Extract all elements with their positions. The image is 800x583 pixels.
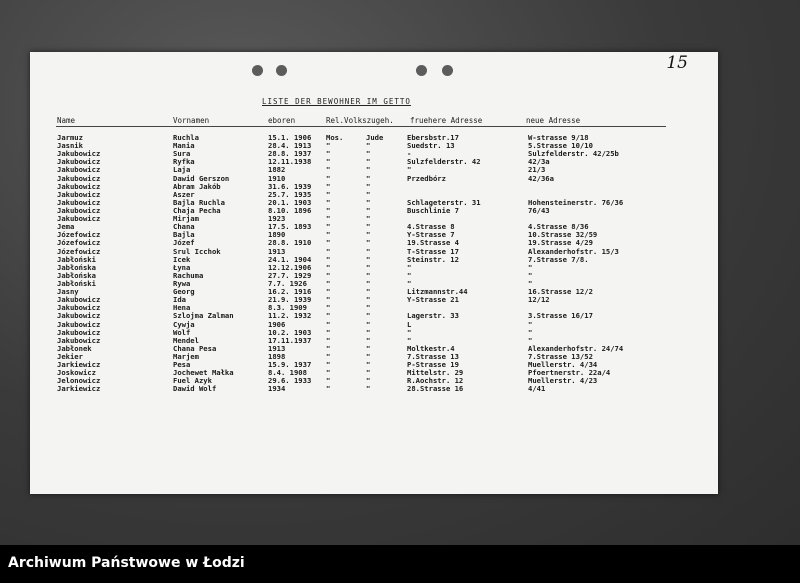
cell-name: Jabłoński [57,254,96,264]
cell-nationality: " [366,311,371,321]
cell-name: Jabłoński [57,278,96,288]
cell-new-address: 4/41 [528,384,546,394]
cell-nationality: " [366,157,371,167]
table-row [30,175,718,183]
cell-religion: " [326,360,331,370]
cell-born: 17.11.1937 [268,335,312,345]
cell-religion: " [326,157,331,167]
cell-name: Jakubowicz [57,295,101,305]
cell-old-address: Buschlinie 7 [407,205,459,215]
header-new-address: neue Adresse [526,116,581,125]
cell-first-name: Srul Icchok [173,246,221,256]
cell-first-name: Dawid Gerszon [173,173,230,183]
cell-old-address: Steinstr. 12 [407,254,459,264]
cell-religion: " [326,141,331,151]
cell-new-address: Alexanderhofstr. 15/3 [528,246,619,256]
cell-religion: " [326,287,331,297]
cell-born: 10.2. 1903 [268,327,312,337]
cell-nationality: " [366,384,371,394]
header-first-name: Vornamen [173,116,210,125]
cell-born: 1882 [268,165,286,175]
punch-hole [276,65,287,76]
table-row [30,215,718,223]
cell-new-address: " [528,270,533,280]
cell-name: Józefowicz [57,238,101,248]
cell-nationality: " [366,222,371,232]
cell-born: 1923 [268,214,286,224]
cell-first-name: Chana Pesa [173,343,217,353]
cell-name: Jakubowicz [57,311,101,321]
cell-born: 20.1. 1903 [268,197,312,207]
punch-hole [442,65,453,76]
cell-born: 11.2. 1932 [268,311,312,321]
cell-old-address: T-Strasse 17 [407,246,459,256]
cell-name: Jakubowicz [57,327,101,337]
cell-new-address: 7.Strasse 13/52 [528,351,593,361]
cell-nationality: " [366,238,371,248]
cell-name: Jakubowicz [57,303,101,313]
cell-name: Jema [57,222,75,232]
cell-nationality: " [366,173,371,183]
cell-old-address: 4.Strasse 8 [407,222,455,232]
cell-first-name: Georg [173,287,195,297]
cell-religion: " [326,246,331,256]
cell-name: Jakubowicz [57,157,101,167]
cell-religion: " [326,311,331,321]
table-row [30,369,718,377]
cell-new-address: W-strasse 9/18 [528,133,589,142]
cell-nationality: " [366,376,371,386]
cell-new-address: 19.Strasse 4/29 [528,238,593,248]
table-row [30,304,718,312]
table-row [30,166,718,174]
cell-nationality: " [366,278,371,288]
cell-name: Jakubowicz [57,189,101,199]
cell-old-address: Moltkestr.4 [407,343,455,353]
cell-name: Joskowicz [57,368,96,378]
cell-first-name: Jochewet Małka [173,368,234,378]
cell-nationality: " [366,149,371,159]
table-row [30,353,718,361]
cell-first-name: Mania [173,141,195,151]
cell-born: 7.7. 1926 [268,278,307,288]
cell-new-address: Hohensteinerstr. 76/36 [528,197,624,207]
cell-old-address: R.Aochstr. 12 [407,376,464,386]
header-religion-nationality: Rel.Volkszugeh. [326,116,394,125]
cell-name: Jasny [57,287,79,297]
cell-name: Jabłońska [57,262,96,272]
table-row [30,385,718,393]
cell-born: 31.6. 1939 [268,181,312,191]
cell-first-name: Rachuma [173,270,204,280]
cell-new-address: 42/36a [528,173,554,183]
cell-name: Jarmuz [57,133,83,142]
cell-first-name: Chana [173,222,195,232]
cell-old-address: Litzmannstr.44 [407,287,468,297]
punch-hole [252,65,263,76]
cell-first-name: Bajla [173,230,195,240]
cell-first-name: Abram Jakób [173,181,221,191]
cell-name: Jakubowicz [57,319,101,329]
punch-hole [416,65,427,76]
cell-name: Józefowicz [57,246,101,256]
cell-religion: " [326,303,331,313]
table-row [30,231,718,239]
table-row [30,280,718,288]
table-row [30,207,718,215]
table-row [30,361,718,369]
cell-first-name: Rywa [173,278,191,288]
cell-nationality: " [366,351,371,361]
cell-new-address: Sulzfelderstr. 42/25b [528,149,619,159]
table-row [30,312,718,320]
cell-religion: " [326,319,331,329]
table-row [30,288,718,296]
cell-name: Jakubowicz [57,173,101,183]
cell-born: 28.4. 1913 [268,141,312,151]
cell-first-name: Szlojma Zalman [173,311,234,321]
cell-new-address: Muellerstr. 4/23 [528,376,598,386]
cell-born: 29.6. 1933 [268,376,312,386]
cell-old-address: Przedbórz [407,173,446,183]
cell-nationality: " [366,270,371,280]
cell-name: Jakubowicz [57,149,101,159]
header-born: eboren [268,116,296,125]
cell-name: Jakubowicz [57,214,101,224]
cell-born: 1910 [268,173,286,183]
cell-new-address: " [528,327,533,337]
cell-nationality: " [366,246,371,256]
cell-new-address: " [528,262,533,272]
cell-new-address: Alexanderhofstr. 24/74 [528,343,624,353]
cell-old-address: - [407,149,412,159]
cell-religion: " [326,262,331,272]
cell-born: 8.4. 1908 [268,368,307,378]
cell-religion: " [326,222,331,232]
cell-religion: " [326,368,331,378]
cell-first-name: Cywja [173,319,195,329]
table-row [30,248,718,256]
footer-bar [0,545,800,583]
cell-first-name: Icek [173,254,191,264]
cell-old-address: 28.Strasse 16 [407,384,464,394]
cell-first-name: Fuel Azyk [173,376,212,386]
cell-new-address: 12/12 [528,295,550,305]
cell-name: Jakubowicz [57,181,101,191]
cell-name: Jasnik [57,141,83,151]
cell-born: 24.1. 1904 [268,254,312,264]
cell-old-address: " [407,165,412,175]
cell-nationality: " [366,214,371,224]
cell-first-name: Józef [173,238,195,248]
cell-religion: " [326,376,331,386]
cell-nationality: Jude [366,133,384,142]
cell-nationality: " [366,189,371,199]
cell-religion: " [326,295,331,305]
cell-religion: " [326,214,331,224]
cell-religion: Mos. [326,133,344,142]
cell-nationality: " [366,165,371,175]
page-number: 15 [666,53,688,73]
cell-religion: " [326,270,331,280]
cell-first-name: Ida [173,295,186,305]
cell-first-name: Laja [173,165,191,175]
cell-new-address: 16.Strasse 12/2 [528,287,593,297]
table-row [30,321,718,329]
cell-born: 15.9. 1937 [268,360,312,370]
cell-new-address: 5.Strasse 10/10 [528,141,593,151]
cell-old-address: Ebersbstr.17 [407,133,459,142]
cell-old-address: Sulzfelderstr. 42 [407,157,481,167]
cell-born: 27.7. 1929 [268,270,312,280]
cell-new-address: Muellerstr. 4/34 [528,360,598,370]
table-row [30,256,718,264]
table-row [30,134,718,142]
cell-old-address: Mittelstr. 29 [407,368,464,378]
cell-nationality: " [366,230,371,240]
cell-born: 28.8. 1910 [268,238,312,248]
cell-name: Jakubowicz [57,197,101,207]
archive-label: Archiwum Państwowe w Łodzi [8,555,245,571]
cell-nationality: " [366,262,371,272]
cell-old-address: Y-Strasse 7 [407,230,455,240]
document-page [30,52,718,494]
table-row [30,272,718,280]
cell-religion: " [326,165,331,175]
cell-born: 1913 [268,343,286,353]
cell-nationality: " [366,205,371,215]
cell-born: 8.10. 1896 [268,205,312,215]
cell-name: Jakubowicz [57,335,101,345]
cell-religion: " [326,254,331,264]
cell-religion: " [326,384,331,394]
cell-nationality: " [366,303,371,313]
cell-old-address: " [407,278,412,288]
cell-nationality: " [366,295,371,305]
cell-first-name: Ryfka [173,157,195,167]
cell-first-name: Mendel [173,335,199,345]
cell-religion: " [326,230,331,240]
header-old-address: fruehere Adresse [410,116,483,125]
header-rule [56,126,666,127]
cell-religion: " [326,189,331,199]
header-name: Name [57,116,76,125]
cell-old-address: " [407,327,412,337]
cell-new-address: 3.Strasse 16/17 [528,311,593,321]
cell-born: 21.9. 1939 [268,295,312,305]
cell-religion: " [326,197,331,207]
cell-old-address: " [407,262,412,272]
cell-nationality: " [366,287,371,297]
cell-old-address: Lagerstr. 33 [407,311,459,321]
cell-name: Jakubowicz [57,165,101,175]
cell-new-address: 42/3a [528,157,550,167]
cell-nationality: " [366,335,371,345]
table-row [30,377,718,385]
cell-old-address: Y-Strasse 21 [407,295,459,305]
cell-first-name: Wolf [173,327,191,337]
cell-born: 1898 [268,351,286,361]
cell-religion: " [326,149,331,159]
cell-old-address: L [407,319,412,329]
cell-born: 12.11.1938 [268,157,312,167]
cell-born: 15.1. 1906 [268,133,312,142]
cell-nationality: " [366,254,371,264]
cell-born: 1934 [268,384,286,394]
cell-first-name: Pesa [173,360,191,370]
cell-religion: " [326,205,331,215]
cell-old-address: 19.Strasse 4 [407,238,459,248]
cell-new-address: 7.Strasse 7/8. [528,254,589,264]
cell-old-address: 7.Strasse 13 [407,351,459,361]
cell-first-name: Marjem [173,351,199,361]
cell-first-name: Bajla Ruchla [173,197,225,207]
cell-religion: " [326,238,331,248]
cell-religion: " [326,181,331,191]
cell-religion: " [326,343,331,353]
cell-born: 8.3. 1909 [268,303,307,313]
cell-first-name: Aszer [173,189,195,199]
cell-name: Jabłońska [57,270,96,280]
cell-born: 1906 [268,319,286,329]
cell-old-address: " [407,270,412,280]
cell-name: Józefowicz [57,230,101,240]
cell-old-address: Suedstr. 13 [407,141,455,151]
cell-new-address: 21/3 [528,165,546,175]
cell-old-address: Schlageterstr. 31 [407,197,481,207]
cell-nationality: " [366,360,371,370]
cell-nationality: " [366,319,371,329]
cell-religion: " [326,173,331,183]
table-row [30,264,718,272]
table-row [30,223,718,231]
cell-name: Jelonowicz [57,376,101,386]
cell-old-address: P-Strasse 19 [407,360,459,370]
cell-born: 16.2. 1916 [268,287,312,297]
cell-born: 28.8. 1937 [268,149,312,159]
cell-born: 17.5. 1893 [268,222,312,232]
table-row [30,329,718,337]
cell-new-address: 76/43 [528,205,550,215]
cell-first-name: Sura [173,149,191,159]
cell-first-name: Łyna [173,262,191,272]
cell-new-address: Pfoertnerstr. 22a/4 [528,368,611,378]
table-row [30,345,718,353]
cell-first-name: Ruchla [173,133,199,142]
cell-new-address: " [528,335,533,345]
cell-name: Jekier [57,351,83,361]
table-row [30,150,718,158]
cell-born: 1890 [268,230,286,240]
document-title: LISTE DER BEWOHNER IM GETTO [262,97,411,106]
table-row [30,199,718,207]
cell-religion: " [326,351,331,361]
cell-born: 25.7. 1935 [268,189,312,199]
cell-nationality: " [366,327,371,337]
table-row [30,183,718,191]
cell-born: 1913 [268,246,286,256]
cell-religion: " [326,327,331,337]
cell-first-name: Hena [173,303,191,313]
cell-new-address: " [528,319,533,329]
table-row [30,296,718,304]
cell-nationality: " [366,197,371,207]
cell-name: Jabłonek [57,343,92,353]
cell-born: 12.12.1906 [268,262,312,272]
cell-new-address: 10.Strasse 32/59 [528,230,598,240]
cell-name: Jarkiewicz [57,384,101,394]
cell-religion: " [326,335,331,345]
cell-old-address: " [407,335,412,345]
cell-nationality: " [366,368,371,378]
cell-nationality: " [366,343,371,353]
table-row [30,158,718,166]
cell-first-name: Chaja Pecha [173,205,221,215]
resident-list [30,134,718,394]
cell-religion: " [326,278,331,288]
cell-new-address: " [528,278,533,288]
cell-name: Jarkiewicz [57,360,101,370]
cell-first-name: Mirjam [173,214,199,224]
cell-new-address: 4.Strasse 8/36 [528,222,589,232]
cell-first-name: Dawid Wolf [173,384,217,394]
cell-nationality: " [366,141,371,151]
cell-name: Jakubowicz [57,205,101,215]
cell-nationality: " [366,181,371,191]
